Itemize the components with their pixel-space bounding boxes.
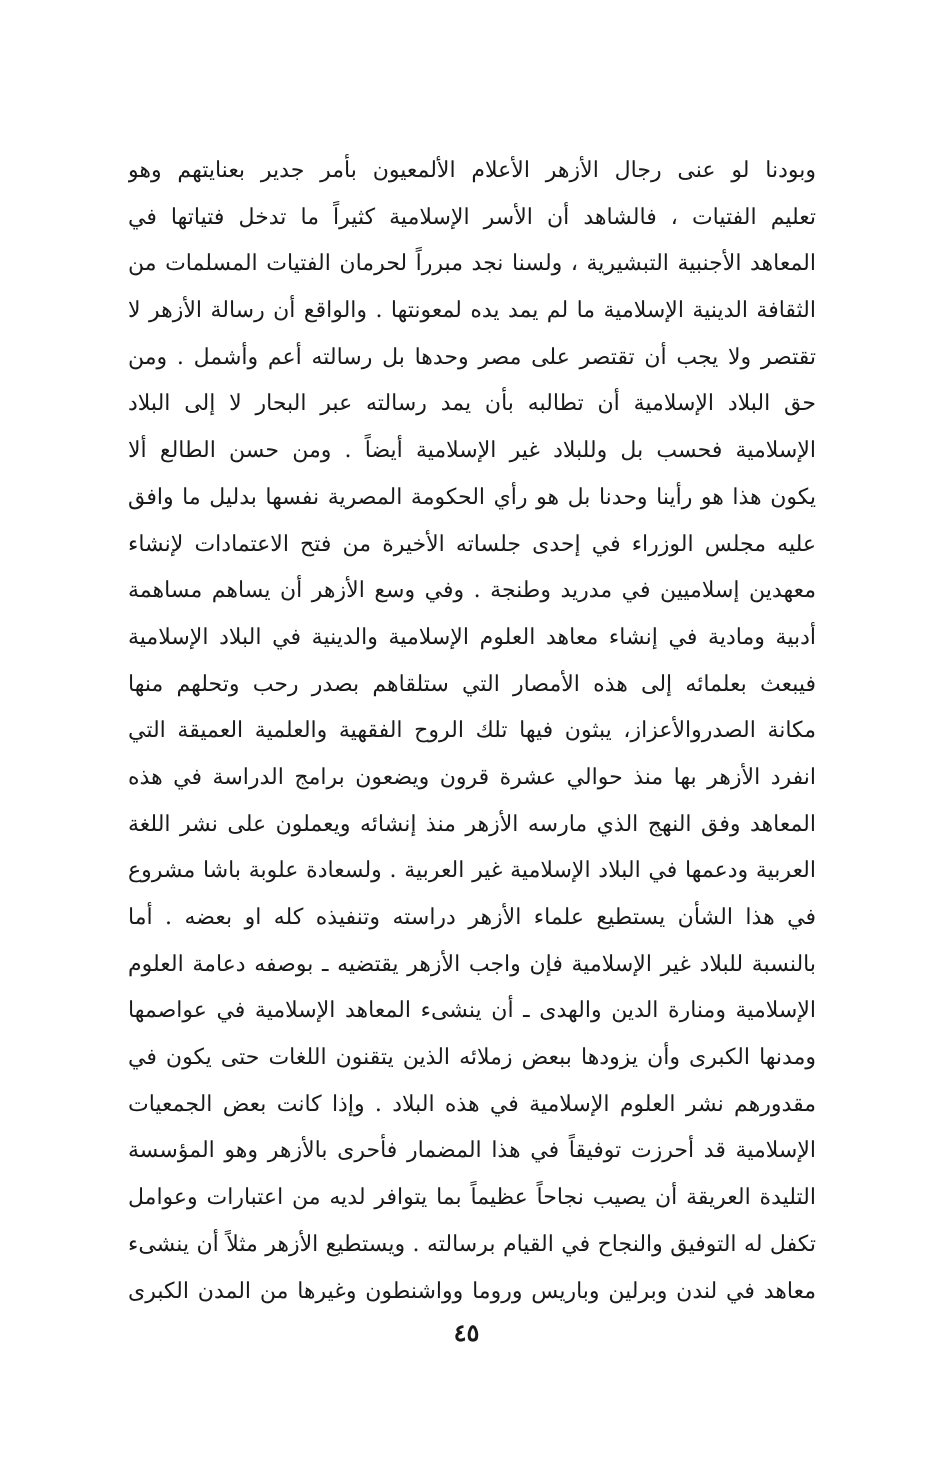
text-line: مقدورهم نشر العلوم الإسلامية في هذه البلاد . وإذا كانت بعض الجمعيات	[128, 1091, 816, 1117]
text-line: فيبعث بعلمائه إلى هذه الأمصار التي ستلقاهم بصدر رحب وتحلهم منها	[128, 671, 816, 697]
text-line: انفرد الأزهر بها منذ حوالي عشرة قرون ويضعون برامج الدراسة في هذه	[128, 764, 816, 790]
page-number: ٤٥	[453, 1318, 480, 1347]
text-line: العربية ودعمها في البلاد الإسلامية غير العربية . ولسعادة علوبة باشا مشروع	[128, 858, 816, 884]
text-line: تقتصر ولا يجب أن تقتصر على مصر وحدها بل رسالته أعم وأشمل . ومن	[128, 344, 816, 370]
text-line: حق البلاد الإسلامية أن تطالبه بأن يمد رسالته عبر البحار لا إلى البلاد	[128, 391, 816, 417]
text-line: تكفل له التوفيق والنجاح في القيام برسالته . ويستطيع الأزهر مثلاً أن ينشىء	[128, 1231, 816, 1257]
text-line: بالنسبة للبلاد غير الإسلامية فإن واجب الأزهر يقتضيه ـ بوصفه دعامة العلوم	[128, 951, 816, 977]
body-text	[128, 148, 816, 1315]
text-line: ومدنها الكبرى وأن يزودها ببعض زملائه الذين يتقنون اللغات حتى يكون في	[128, 1045, 816, 1071]
text-line: معاهد في لندن وبرلين وباريس وروما وواشنطون وغيرها من المدن الكبرى	[128, 1278, 816, 1304]
text-line: الإسلامية ومنارة الدين والهدى ـ أن ينشىء المعاهد الإسلامية في عواصمها	[128, 998, 816, 1024]
text-line: الإسلامية قد أحرزت توفيقاً في هذا المضمار فأحرى بالأزهر وهو المؤسسة	[128, 1138, 816, 1164]
text-line: مكانة الصدروالأعزاز، يبثون فيها تلك الروح الفقهية والعلمية العميقة التي	[128, 718, 816, 744]
text-line: الإسلامية فحسب بل وللبلاد غير الإسلامية أيضاً . ومن حسن الطالع ألا	[128, 438, 816, 464]
text-line: المعاهد الأجنبية التبشيرية ، ولسنا نجد مبرراً لحرمان الفتيات المسلمات من	[128, 251, 816, 277]
text-line: المعاهد وفق النهج الذي مارسه الأزهر منذ إنشائه ويعملون على نشر اللغة	[128, 811, 816, 837]
text-line: التليدة العريقة أن يصيب نجاحاً عظيماً بما يتوافر لديه من اعتبارات وعوامل	[128, 1185, 816, 1211]
text-line: تعليم الفتيات ، فالشاهد أن الأسر الإسلامية كثيراً ما تدخل فتياتها في	[128, 204, 816, 230]
text-line: عليه مجلس الوزراء في إحدى جلساته الأخيرة من فتح الاعتمادات لإنشاء	[128, 531, 816, 557]
text-line: معهدين إسلاميين في مدريد وطنجة . وفي وسع الأزهر أن يساهم مساهمة	[128, 578, 816, 604]
text-line: الثقافة الدينية الإسلامية ما لم يمد يده لمعونتها . والواقع أن رسالة الأزهر لا	[128, 298, 816, 324]
text-line: في هذا الشأن يستطيع علماء الأزهر دراسته وتنفيذه كله او بعضه . أما	[128, 905, 816, 930]
text-line: يكون هذا هو رأينا وحدنا بل هو رأي الحكومة المصرية نفسها بدليل ما وافق	[128, 484, 816, 510]
text-line: وبودنا لو عنى رجال الأزهر الأعلام الألمعيون بأمر جدير بعنايتهم وهو	[128, 158, 816, 183]
text-line: أدبية ومادية في إنشاء معاهد العلوم الإسلامية والدينية في البلاد الإسلامية	[128, 624, 816, 650]
